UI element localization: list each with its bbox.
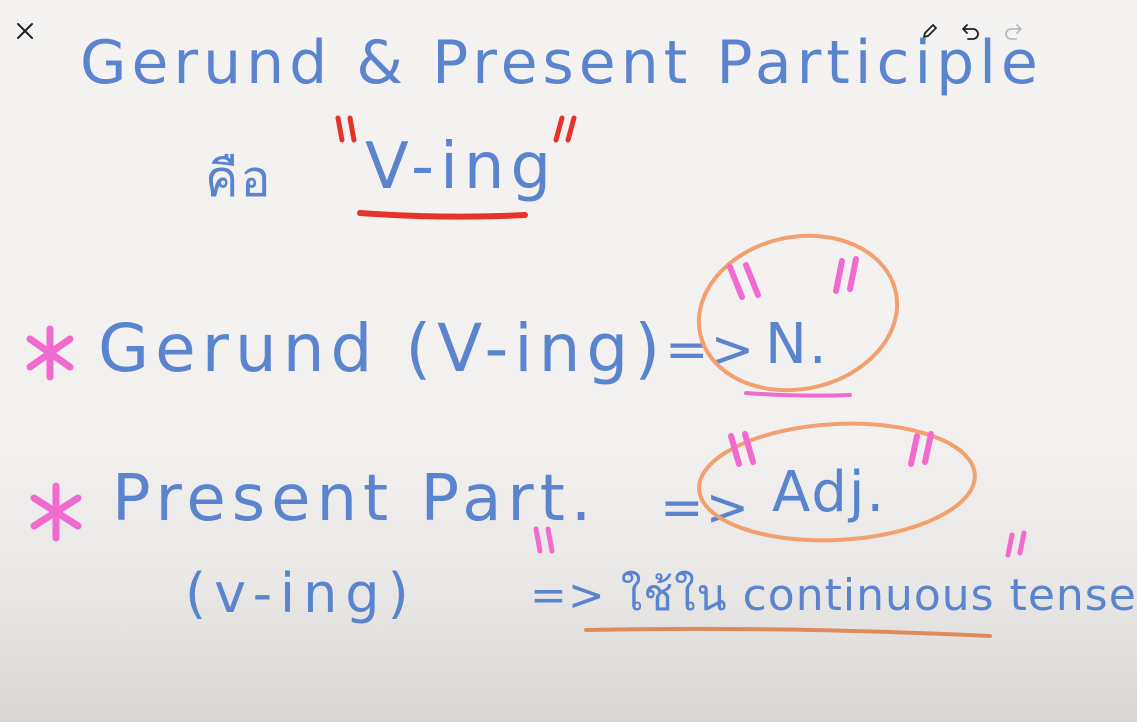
red-underline xyxy=(355,205,545,225)
subtitle-value: V-ing xyxy=(365,130,558,204)
continuous-tense-note: => ใช้ใน continuous tense xyxy=(530,570,1137,621)
close-button[interactable] xyxy=(10,16,40,46)
subtitle-prefix: คือ xyxy=(205,150,273,208)
gerund-term: Gerund (V-ing) xyxy=(98,310,667,387)
adjective-result: Adj. xyxy=(772,460,887,525)
board-title: Gerund & Present Participle xyxy=(80,28,1043,98)
vin-parenthetical: (v-ing) xyxy=(185,562,417,625)
noun-result: N. xyxy=(765,312,829,377)
quote-marks-note xyxy=(528,525,1038,565)
asterisk-icon xyxy=(26,482,86,542)
present-part-term: Present Part. xyxy=(112,462,598,536)
asterisk-icon xyxy=(22,325,78,381)
orange-underline xyxy=(582,622,1002,642)
present-part-arrow: => xyxy=(660,478,752,538)
close-icon xyxy=(16,22,34,40)
gerund-arrow: => xyxy=(665,320,757,380)
